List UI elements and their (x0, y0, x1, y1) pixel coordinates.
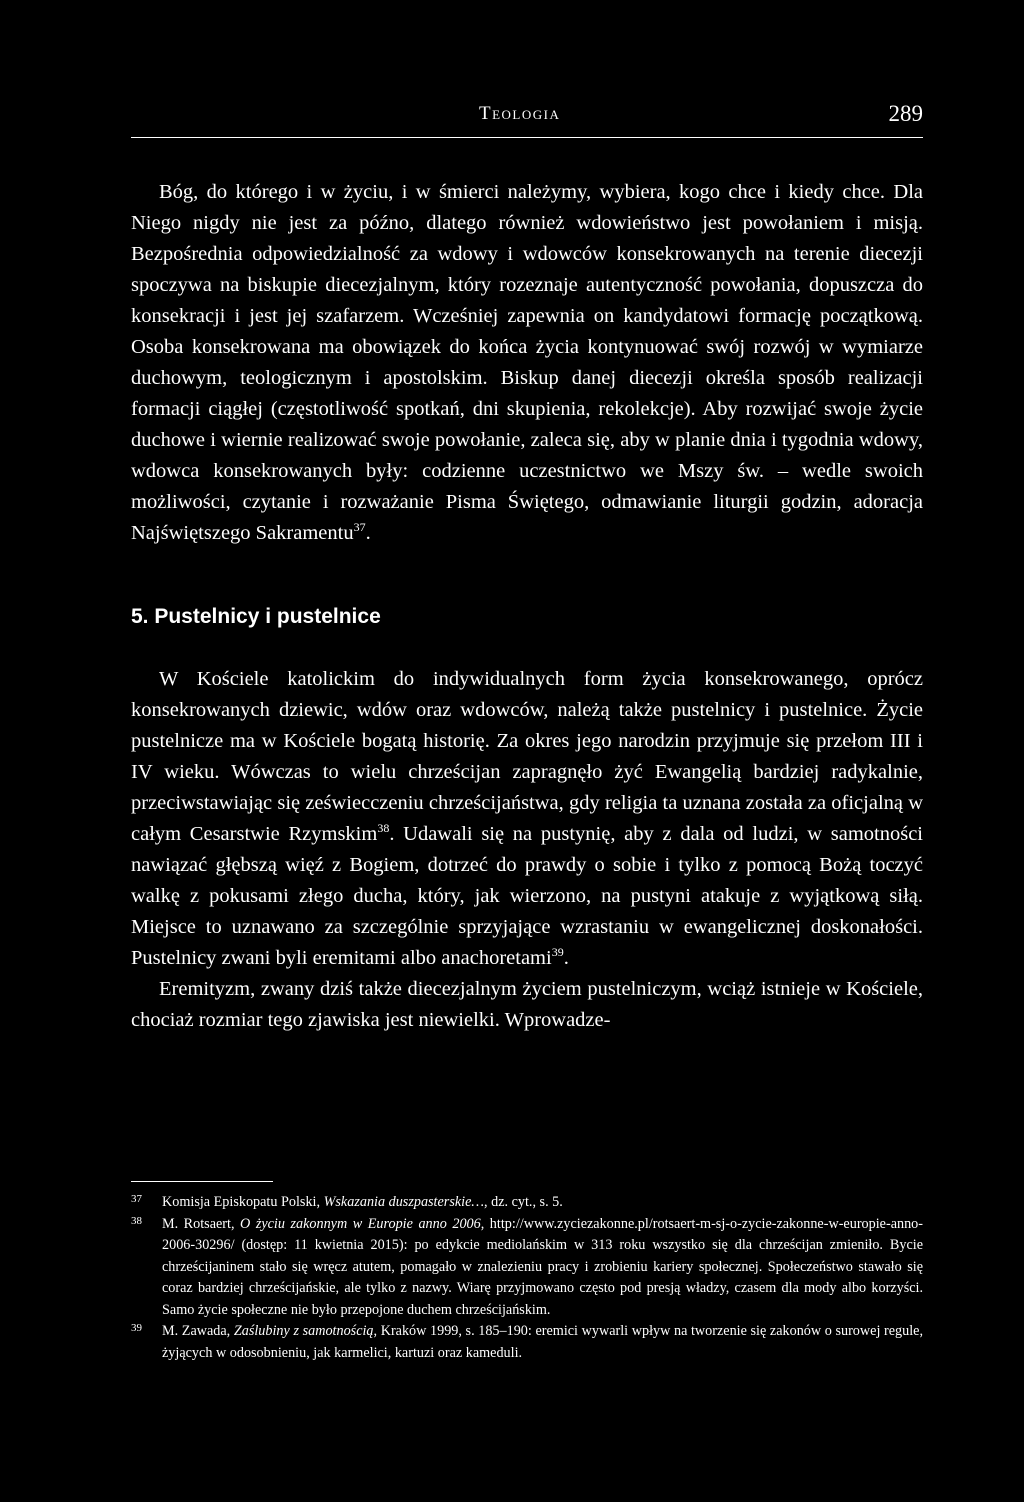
footnote-ref-37[interactable]: 37 (353, 520, 366, 535)
header-rule (131, 137, 923, 138)
section-heading: 5. Pustelnicy i pustelnice (131, 605, 381, 628)
footnote-text: , dz. cyt., s. 5. (484, 1194, 563, 1210)
footnote-title: Wskazania duszpasterskie… (323, 1194, 484, 1210)
footnote-text: , Kraków 1999, s. 185–190: eremici wywarli wpływ na tworzenie się zakonów o surowej regule, żyjących w odosobnieniu, jak karmelici, kartuzi oraz kameduli. (162, 1323, 923, 1361)
running-title: Teologia (479, 103, 561, 124)
paragraph-2-end: . (563, 947, 569, 969)
paragraph-1-end: . (365, 522, 371, 544)
footnote-rule (131, 1181, 273, 1182)
footnote-text: M. Zawada, (162, 1323, 234, 1339)
paragraph-3: Eremityzm, zwany dziś także diecezjalnym życiem pustelniczym, wciąż istnieje w Kościele, chociaż rozmiar tego zjawiska jest niewielki. Wprowadze- (131, 978, 923, 1031)
footnote-text: M. Rotsaert, (162, 1215, 241, 1232)
footnote-number: 37 (131, 1193, 142, 1205)
footnote-ref-38[interactable]: 38 (377, 821, 390, 836)
footnote-38 (131, 1214, 923, 1322)
paragraph-2 (131, 664, 923, 974)
body-text (131, 177, 923, 1036)
paragraph-2-text-a: W Kościele katolickim do indywidualnych form życia konsekrowanego, oprócz konsekrowanych dziewic, wdów oraz wdowców, należą także pustelnicy i pustelnice. Życie pustelnicze ma w Kościele bogatą historię. Za okres jego narodzin przyjmuje się przełom III i IV wieku. Wówczas to wielu chrześcijan zapragnęło żyć Ewangelią bardziej radykalnie, przeciwstawiając się zeświecczeniu chrześcijaństwa, gdy religia ta uznana została za oficjalną w całym Cesarstwie Rzymskim (131, 668, 923, 845)
footnote-title: O życiu zakonnym w Europie anno 2006 (240, 1215, 481, 1232)
footnote-39 (131, 1321, 923, 1364)
footnote-ref-39[interactable]: 39 (551, 945, 564, 960)
paragraph-1 (131, 177, 923, 549)
paragraph-2-text-b: . Udawali się na pustynię, aby z dala od ludzi, w samotności nawiązać głębszą więź z Bogiem, dotrzeć do prawdy o sobie i tylko z pomocą Bożą toczyć walkę z pokusami złego ducha, który, jak wierzono, na pustyni atakuje z wyjątkową siłą. Miejsce to uznawano za szczególnie sprzyjające wzrastaniu w ewangelicznej doskonałości. Pustelnicy zwani byli eremitami albo anachoretami (131, 823, 923, 969)
page-number: 289 (888, 101, 923, 126)
footnote-number: 39 (131, 1322, 142, 1334)
footnotes (131, 1192, 923, 1364)
footnote-text: Komisja Episkopatu Polski, (162, 1194, 324, 1210)
footnote-title: Zaślubiny z samotnością (233, 1323, 374, 1339)
footnote-37 (131, 1192, 923, 1214)
paragraph-1-text: Bóg, do którego i w życiu, i w śmierci należymy, wybiera, kogo chce i kiedy chce. Dla Niego nigdy nie jest za późno, dlatego również wdowieństwo jest powołaniem i misją. Bezpośrednia odpowiedzialność za wdowy i wdowców konsekrowanych na terenie diecezji spoczywa na biskupie diecezjalnym, który rozeznaje autentyczność powołania, dopuszcza do konsekracji i jest jej szafarzem. Wcześniej zapewnia on kandydatowi formację początkową. Osoba konsekrowana ma obowiązek do końca życia kontynuować swój rozwój w wymiarze duchowym, teologicznym i apostolskim. Biskup danej diecezji określa sposób realizacji formacji ciągłej (częstotliwość spotkań, dni skupienia, rekolekcje). Aby rozwijać swoje życie duchowe i wiernie realizować swoje powołanie, zaleca się, aby w planie dnia i tygodnia wdowy, wdowca konsekrowanych były: codzienne uczestnictwo we Mszy św. – wedle swoich możliwości, czytanie i rozważanie Pisma Świętego, odmawianie liturgii godzin, adoracja Najświętszego Sakramentu (131, 181, 923, 544)
footnote-text: , http://www.zyciezakonne.pl/rotsaert-m-sj-o-zycie-zakonne-w-europie-anno-2006-30296/ (dostęp: 11 kwietnia 2015): po edykcie mediolańskim w 313 roku wszystko się dla chrześcijan zmieniło. Bycie chrześcijaninem stało się wręcz atutem, pomagało w znalezieniu pracy i zrobieniu kariery społecznej. Społeczeństwo stawało się coraz bardziej chrześcijańskie, ale tylko z nazwy. Wiarę przyjmowano często pod presją władzy, czasem dla mody albo korzyści. Samo życie społeczne nie było przepojone duchem chrześcijańskim. (162, 1215, 923, 1318)
footnote-number: 38 (131, 1214, 142, 1227)
